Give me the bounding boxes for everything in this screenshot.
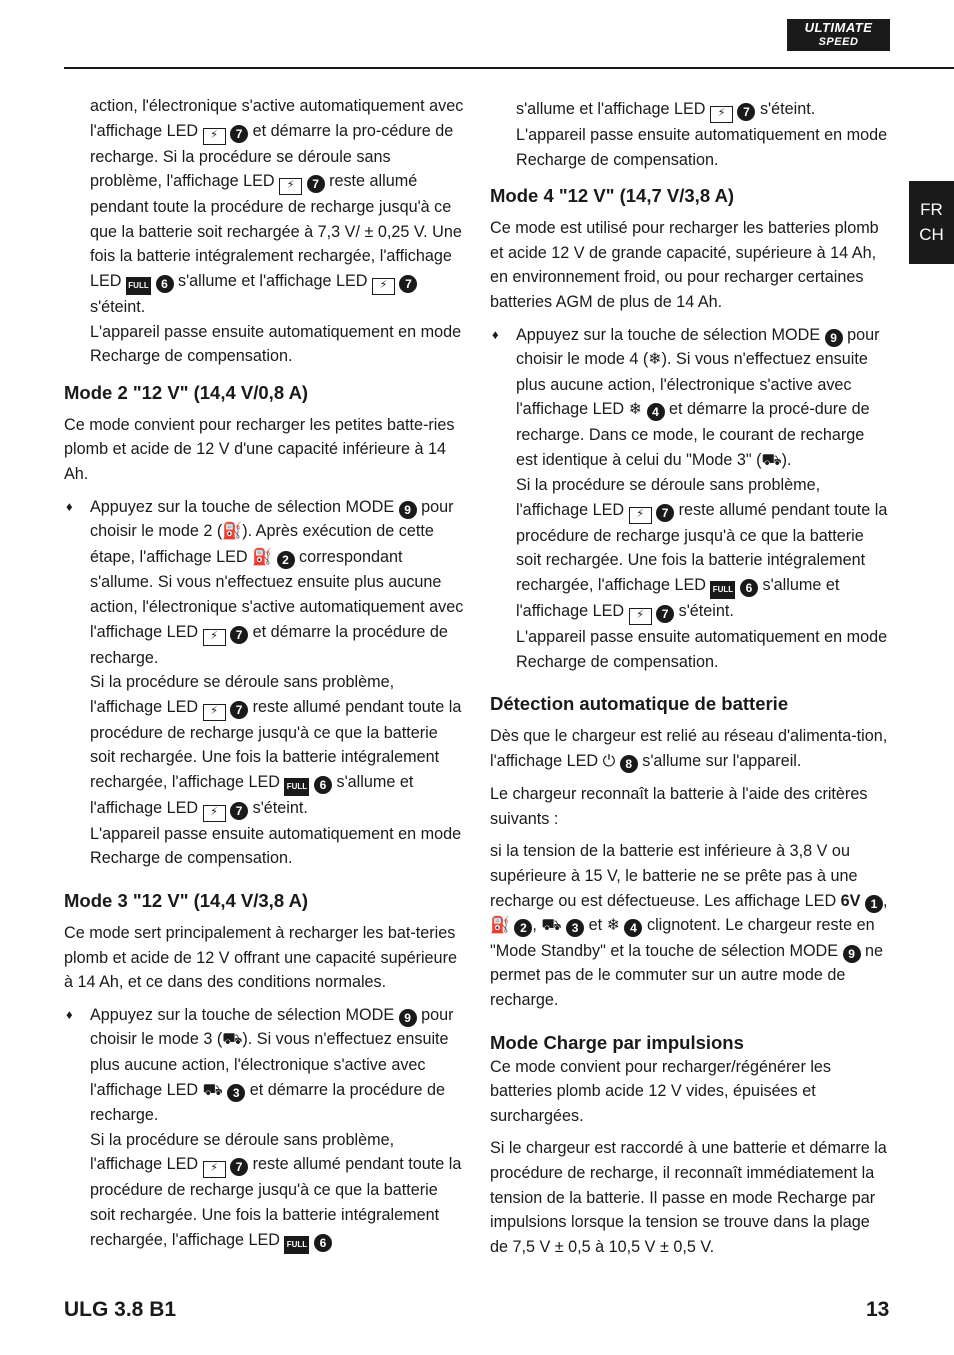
ref-number: 6 <box>314 1234 332 1252</box>
snowflake-icon: ❄ <box>628 401 642 419</box>
ref-number: 3 <box>566 919 584 937</box>
ref-number: 7 <box>737 103 755 121</box>
diamond-bullet-icon: ♦ <box>492 326 499 342</box>
ref-number: 3 <box>227 1084 245 1102</box>
mode4-description: Ce mode est utilisé pour recharger les batteries plomb et acide 12 V de grande capacité, supérieure à 14 Ah, en environnement froid, ou pour recharger certaines batteries AGM de plus de 14 Ah. <box>490 219 879 311</box>
ref-number: 7 <box>656 504 674 522</box>
heading-pulse: Mode Charge par impulsions <box>490 1031 744 1053</box>
snowflake-icon: ❄ <box>648 351 662 369</box>
car-icon: ⛟ <box>202 1081 223 1099</box>
ref-number: 2 <box>277 551 295 569</box>
mode1-continuation: action, l'électronique s'active automatiquement avec l'affichage LED ⚡ 7 et démarre la pro-cédure de recharge. Si la procédure se déroule sans problème, l'affichage LED ⚡ 7 reste allumé pendant toute la procédure de recharge jusqu'à ce que la batterie soit rechargée à 7,3 V/ ± 0,25 V. Une fois la batterie intégralement rechargée, l'affichage LED FULL 6 s'allume et l'affichage LED ⚡ 7 s'éteint. L'appareil passe ensuite automatiquement en mode Recharge de compensation. <box>90 97 464 366</box>
ref-number: 7 <box>230 802 248 820</box>
battery-charging-icon: ⚡ <box>203 629 226 646</box>
pulse-para2: Si le chargeur est raccordé à une batterie et démarre la procédure de recharge, il reconnaît immédiatement la tension de la batterie. Il passe en mode Recharge par impulsions lorsque la tension se trouve dans la plage de 7,5 V ± 0,5 à 10,5 V ± 0,5 V. <box>490 1139 887 1256</box>
battery-charging-icon: ⚡ <box>203 805 226 822</box>
battery-charging-icon: ⚡ <box>203 1161 226 1178</box>
power-icon: ⏻ <box>602 752 616 770</box>
ref-number: 4 <box>647 403 665 421</box>
right-column <box>490 97 890 1267</box>
ref-number: 9 <box>399 501 417 519</box>
ref-number: 1 <box>865 895 883 913</box>
motorcycle-icon: ⛽ <box>490 917 510 935</box>
full-icon: FULL <box>284 778 309 796</box>
heading-mode4: Mode 4 "12 V" (14,7 V/3,8 A) <box>490 185 735 207</box>
ref-number: 9 <box>843 945 861 963</box>
ref-number: 7 <box>230 626 248 644</box>
detection-para1: Dès que le chargeur est relié au réseau d'alimenta-tion, l'affichage LED ⏻ 8 s'allume sur l'appareil. <box>490 727 888 771</box>
battery-charging-icon: ⚡ <box>279 178 302 195</box>
left-column <box>64 94 464 1262</box>
motorcycle-icon: ⛽ <box>252 548 273 566</box>
heading-detection: Détection automatique de batterie <box>490 693 789 715</box>
brand-logo <box>787 19 890 51</box>
ref-number: 2 <box>514 919 532 937</box>
ref-number: 8 <box>620 755 638 773</box>
full-icon: FULL <box>710 581 735 599</box>
ref-number: 6 <box>156 275 174 293</box>
ref-number: 6 <box>314 776 332 794</box>
full-icon: FULL <box>126 277 151 295</box>
heading-mode3: Mode 3 "12 V" (14,4 V/3,8 A) <box>64 890 309 912</box>
lang-ch: CH <box>919 225 944 244</box>
ref-number: 9 <box>399 1009 417 1027</box>
battery-charging-icon: ⚡ <box>629 507 652 524</box>
battery-charging-icon: ⚡ <box>203 704 226 721</box>
detection-para2: Le chargeur reconnaît la batterie à l'aide des critères suivants : <box>490 785 868 828</box>
battery-charging-icon: ⚡ <box>372 278 395 295</box>
motorcycle-icon: ⛽ <box>222 523 243 541</box>
mode3-bullet: ♦ Appuyez sur la touche de sélection MODE 9 pour choisir le mode 3 (⛟). Si vous n'effectuez ensuite plus aucune action, l'électronique s'active avec l'affichage LED ⛟ 3 et démarre la procédure de recharge. Si la procédure se déroule sans problème, l'affichage LED ⚡ 7 reste allumé pendant toute la procédure de recharge jusqu'à ce que la batterie soit rechargée. Une fois la batterie intégralement rechargée, l'affichage LED FULL 6 <box>64 1003 464 1254</box>
battery-charging-icon: ⚡ <box>203 128 226 145</box>
car-icon: ⛟ <box>222 1031 243 1049</box>
pulse-para1: Ce mode convient pour recharger/régénérer les batteries plomb acide 12 V vides, épuisées et surchargées. <box>490 1057 832 1125</box>
ref-number: 7 <box>307 175 325 193</box>
mode2-description: Ce mode convient pour recharger les petites batte-ries plomb et acide de 12 V d'une capacité inférieure à 14 Ah. <box>64 415 455 483</box>
header-rule <box>64 67 954 69</box>
ref-number: 4 <box>624 919 642 937</box>
lang-fr: FR <box>920 200 943 219</box>
mode3-description: Ce mode sert principalement à recharger les bat-teries plomb et acide de 12 V offrant une capacité supérieure à 14 Ah, et ce dans des conditions normales. <box>64 924 457 992</box>
logo-line2: SPEED <box>818 36 859 48</box>
ref-number: 7 <box>399 275 417 293</box>
ref-number: 7 <box>656 605 674 623</box>
battery-charging-icon: ⚡ <box>710 106 733 123</box>
ref-number: 6 <box>740 579 758 597</box>
snowflake-icon: ❄ <box>606 917 620 935</box>
battery-charging-icon: ⚡ <box>629 608 652 625</box>
page-number: 13 <box>866 1298 890 1321</box>
ref-number: 7 <box>230 125 248 143</box>
diamond-bullet-icon: ♦ <box>66 498 73 514</box>
mode2-bullet: ♦ Appuyez sur la touche de sélection MODE 9 pour choisir le mode 2 (⛽). Après exécution de cette étape, l'affichage LED ⛽ 2 correspondant s'allume. Si vous n'effectuez ensuite plus aucune action, l'électronique s'active automatiquement avec l'affichage LED ⚡ 7 et démarre la procédure de recharge. Si la procédure se déroule sans problème, l'affichage LED ⚡ 7 reste allumé pendant toute la procédure de recharge jusqu'à ce que la batterie soit rechargée. Une fois la batterie intégralement rechargée, l'affichage LED FULL 6 s'allume et l'affichage LED ⚡ 7 s'éteint. L'appareil passe ensuite automatiquement en mode Recharge de compensation. <box>64 495 464 872</box>
ref-number: 9 <box>825 329 843 347</box>
ref-number: 7 <box>230 701 248 719</box>
car-icon: ⛟ <box>541 917 562 935</box>
ref-number: 7 <box>230 1158 248 1176</box>
language-tab <box>909 181 954 264</box>
full-icon: FULL <box>284 1236 309 1254</box>
car-icon: ⛟ <box>761 451 782 469</box>
6v-label: 6V <box>840 891 861 910</box>
diamond-bullet-icon: ♦ <box>66 1006 73 1022</box>
mode4-bullet: ♦ Appuyez sur la touche de sélection MODE 9 pour choisir le mode 4 (❄). Si vous n'effectuez ensuite plus aucune action, l'électronique s'active avec l'affichage LED ❄ 4 et démarre la procé-dure de recharge. Dans ce mode, le courant de recharge est identique à celui du "Mode 3" (⛟). Si la procédure se déroule sans problème, l'affichage LED ⚡ 7 reste allumé pendant toute la procédure de recharge jusqu'à ce que la batterie soit rechargée. Une fois la batterie intégralement rechargée, l'affichage LED FULL 6 s'allume et l'affichage LED ⚡ 7 s'éteint. L'appareil passe ensuite automatiquement en mode Recharge de compensation. <box>490 323 890 675</box>
detection-para3: si la tension de la batterie est inférieure à 3,8 V ou supérieure à 15 V, le batterie ne se prête pas à une recharge ou est défectueuse. Les affichage LED 6V 1 , ⛽ 2 , ⛟ 3 et ❄ 4 clignotent. Le chargeur reste en "Mode Standby" et la touche de sélection MODE 9 ne permet pas de le commuter sur un autre mode de recharge. <box>490 842 888 1010</box>
mode3-continuation: s'allume et l'affichage LED ⚡ 7 s'éteint. L'appareil passe ensuite automatiquement en mode Recharge de compensation. <box>516 100 888 169</box>
model-number: ULG 3.8 B1 <box>64 1298 177 1321</box>
logo-line1: ULTIMATE <box>804 20 873 35</box>
heading-mode2: Mode 2 "12 V" (14,4 V/0,8 A) <box>64 381 309 403</box>
